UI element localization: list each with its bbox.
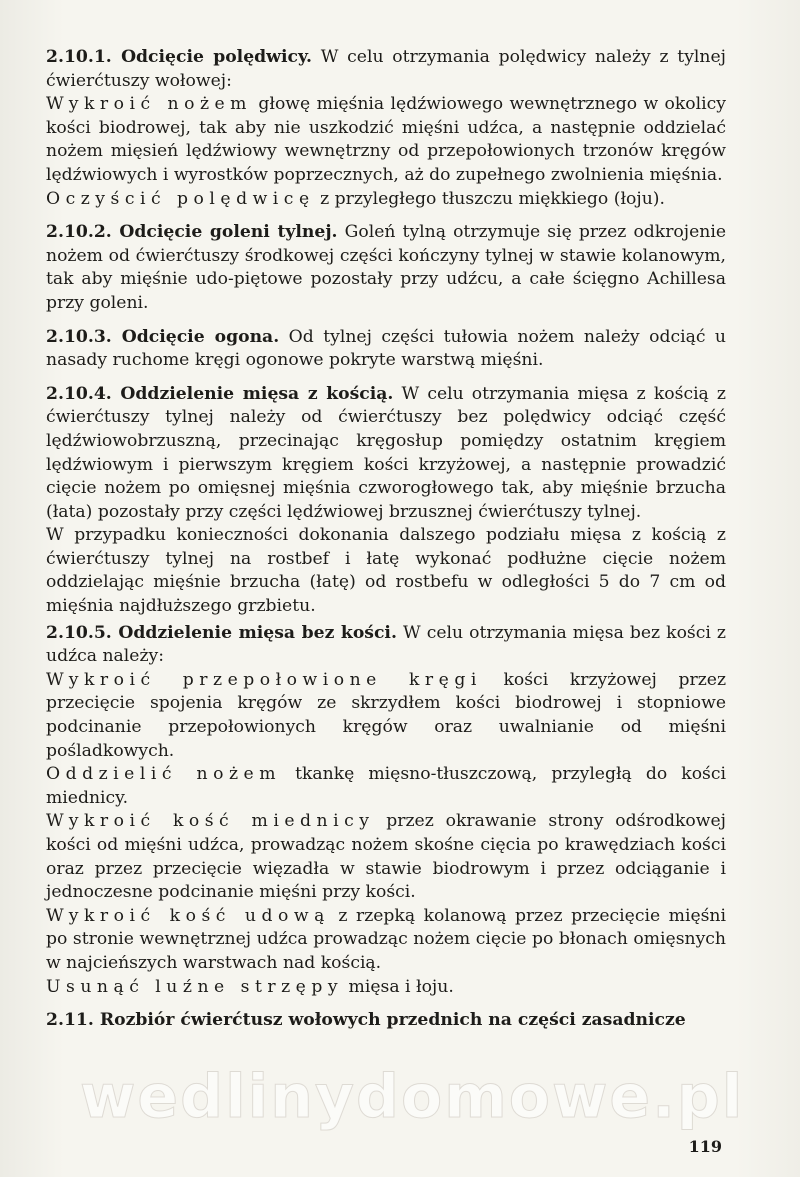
step-paragraph <box>46 810 726 904</box>
section-lead: Od tylnej części tułowia nożem należy odciąć u nasady ruchome kręgi ogonowe pokryte warstwą mięśni. <box>46 326 726 371</box>
section-extra-paragraph: W przypadku konieczności dokonania dalszego podziału mięsa z kością z ćwierćtuszy tylnej na rostbef i łatę wykonać podłużne cięcie nożem oddzielając mięśnie brzucha (łatę) od rostbefu w odległości 5 do 7 cm od mięśnia najdłuższego grzbietu. <box>46 525 726 617</box>
section-heading: 2.10.2. Odcięcie goleni tylnej. <box>46 222 338 243</box>
section-lead: W celu otrzymania polędwicy należy z tylnej ćwierćtuszy wołowej: <box>46 47 726 91</box>
section-heading: 2.10.3. Odcięcie ogona. <box>46 326 280 347</box>
section-heading: 2.10.1. Odcięcie polędwicy. <box>46 47 312 67</box>
watermark: wedlinydomowe.pl <box>80 1062 745 1132</box>
step-text: przez okrawanie strony odśrodkowej kości od mięśni udźca, prowadząc nożem skośne cięcia po krawędziach kości oraz przez przecięcie więzadła w stawie biodrowym i przez odciąganie i jednoczesne podcinanie mięśni przy kości. <box>46 811 726 903</box>
spaced-instruction: Wykroić kość udową <box>46 905 330 926</box>
section-lead: Goleń tylną otrzymuje się przez odkrojenie nożem od ćwierćtuszy środkowej części kończyny tylnej w stawie kolanowym, tak aby mięśnie udo-piętowe pozostały przy udźcu, a całe ścięgno Achillesa przy goleni. <box>46 222 727 313</box>
spaced-instruction: Wykroić nożem <box>46 94 252 115</box>
section-2-10-5 <box>46 622 726 669</box>
section-lead: W celu otrzymania mięsa bez kości z udźca należy: <box>46 622 726 667</box>
spaced-instruction: Oczyścić polędwicę <box>46 188 315 209</box>
section-heading: 2.10.4. Oddzielenie mięsa z kością. <box>46 383 394 404</box>
step-paragraph <box>46 763 726 810</box>
step-text: tkankę mięsno-tłuszczową, przyległą do kości miednicy. <box>46 764 726 808</box>
step-paragraph <box>46 976 726 1000</box>
spaced-instruction: Wykroić przepołowione kręgi <box>46 669 482 690</box>
step-paragraph <box>46 93 726 187</box>
step-paragraph <box>46 188 726 212</box>
section-2-10-4 <box>46 383 726 525</box>
step-paragraph <box>46 905 726 976</box>
step-text: kości krzyżowej przez przecięcie spojenia kręgów ze skrzydłem kości biodrowej i stopniowe podcinanie przepołowionych kręgów oraz uwalnianie od mięśni pośladkowych. <box>46 669 726 761</box>
section-2-10-1 <box>46 46 726 93</box>
step-text: z rzepką kolanową przez przecięcie mięśni po stronie wewnętrznej udźca prowadząc nożem cięcie po błonach omięsnych w najcieńszych warstwach nad kością. <box>46 905 727 973</box>
step-text: głowę mięśnia lędźwiowego wewnętrznego w okolicy kości biodrowej, tak aby nie uszkodzić mięśni udźca, a następnie oddzielać nożem mięsień lędźwiowy wewnętrzny od przepołowionych trzonów kręgów lędźwiowych i wyrostków poprzecznych, aż do zupełnego zwolnienia mięśnia. <box>46 94 726 185</box>
section-2-10-2 <box>46 221 726 315</box>
step-paragraph <box>46 669 726 763</box>
step-text: mięsa i łoju. <box>343 976 454 997</box>
text-body <box>46 46 726 1033</box>
spaced-instruction: Wykroić kość miednicy <box>46 811 375 832</box>
page-number: 119 <box>688 1137 722 1156</box>
section-heading: 2.10.5. Oddzielenie mięsa bez kości. <box>46 622 397 643</box>
section-2-10-3 <box>46 326 726 373</box>
spaced-instruction: Oddzielić nożem <box>46 764 282 785</box>
section-lead: W celu otrzymania mięsa z kością z ćwierćtuszy tylnej należy od ćwierćtuszy bez polędwicy odciąć część lędźwiowobrzuszną, przecinając kręgosłup pomiędzy ostatnim kręgiem lędźwiowym i pierwszym kręgiem kości krzyżowej, a następnie prowadzić cięcie nożem po omięsnej mięśnia czworogłowego tak, aby mięśnie brzucha (łata) pozostały przy części lędźwiowej brzusznej ćwierćtuszy tylnej. <box>46 383 726 522</box>
spaced-instruction: Usunąć luźne strzępy <box>46 976 344 997</box>
next-section-heading: 2.11. Rozbiór ćwierćtusz wołowych przednich na części zasadnicze <box>46 1010 686 1031</box>
step-text: z przyległego tłuszczu miękkiego (łoju). <box>314 188 665 209</box>
